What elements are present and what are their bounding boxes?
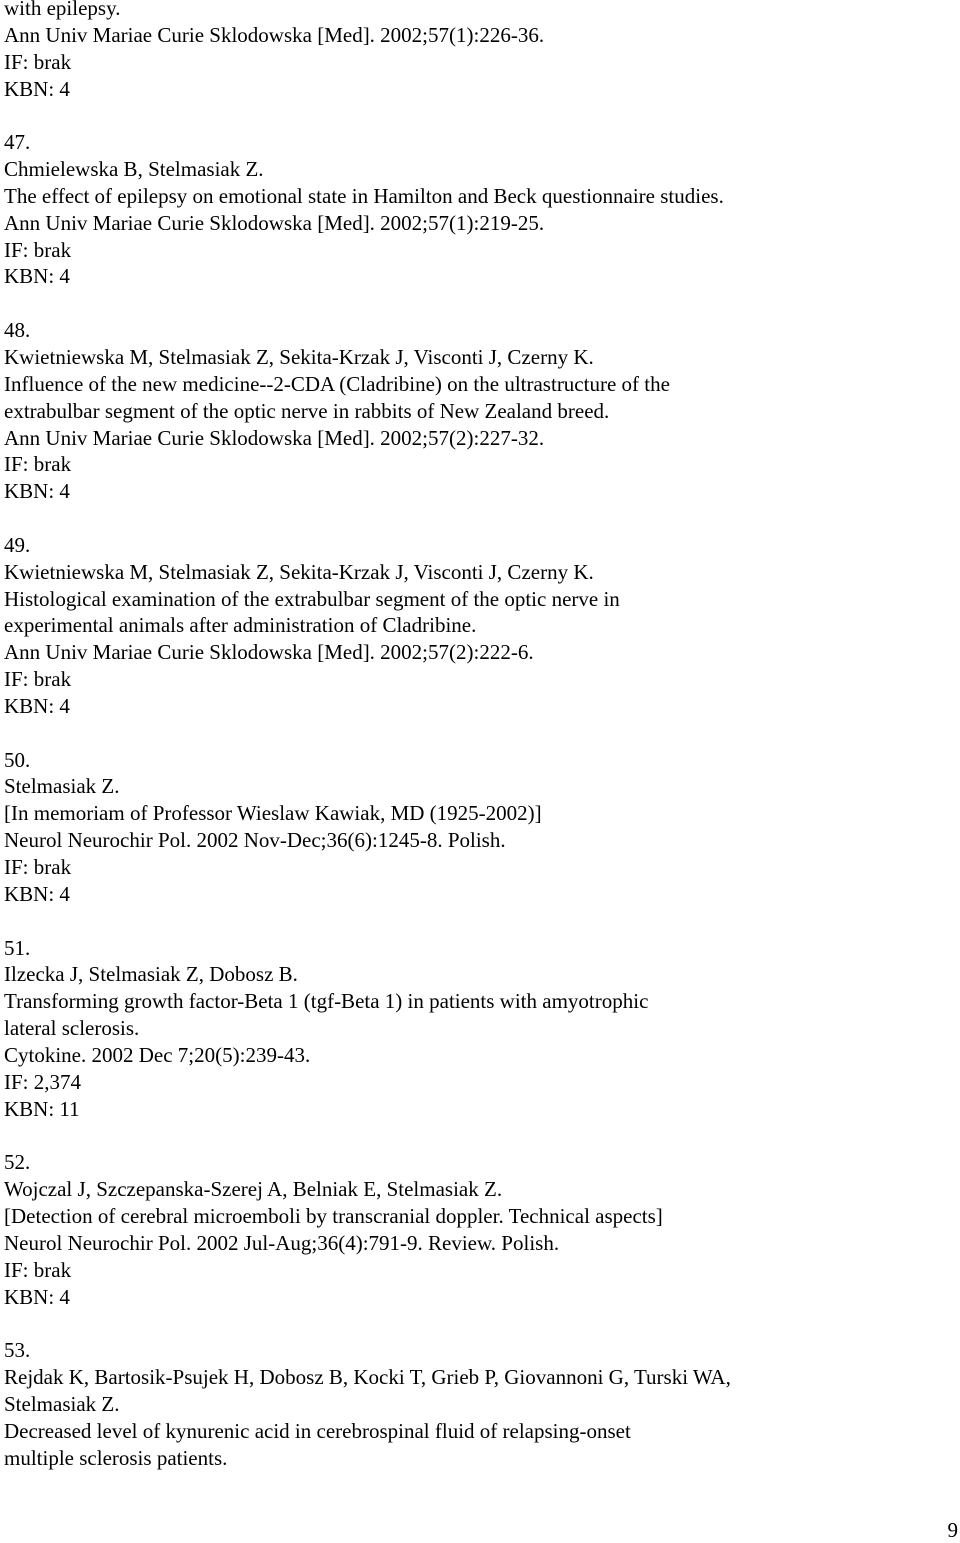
intro-text: with epilepsy. (4, 0, 121, 20)
entry-50 (4, 747, 952, 908)
intro-impact-factor: IF: brak (4, 49, 72, 74)
separator (4, 290, 952, 317)
entry-journal: Neurol Neurochir Pol. 2002 Nov-Dec;36(6):1245-8. Polish. (4, 828, 506, 853)
separator (4, 505, 952, 532)
separator (4, 720, 952, 747)
entry-49 (4, 532, 952, 720)
entry-47 (4, 129, 952, 290)
intro-journal: Ann Univ Mariae Curie Sklodowska [Med]. 2002;57(1):226-36. (4, 22, 545, 47)
entry-title: Influence of the new medicine--2-CDA (Cladribine) on the ultrastructure of the (4, 371, 670, 396)
entry-title-continued: multiple sclerosis patients. (4, 1445, 228, 1470)
entry-number: 53. (4, 1338, 31, 1363)
entry-impact-factor: IF: 2,374 (4, 1069, 82, 1094)
entry-authors: Kwietniewska M, Stelmasiak Z, Sekita-Krzak J, Visconti J, Czerny K. (4, 344, 594, 369)
entry-number: 51. (4, 935, 31, 960)
entry-53 (4, 1337, 952, 1471)
entry-number: 50. (4, 747, 31, 772)
entry-kbn: KBN: 4 (4, 1284, 70, 1309)
entry-title: [In memoriam of Professor Wieslaw Kawiak, MD (1925-2002)] (4, 801, 542, 826)
entry-journal: Ann Univ Mariae Curie Sklodowska [Med]. 2002;57(2):222-6. (4, 640, 534, 665)
entry-kbn: KBN: 11 (4, 1096, 80, 1121)
entry-number: 47. (4, 130, 31, 155)
entry-title: Transforming growth factor-Beta 1 (tgf-Beta 1) in patients with amyotrophic (4, 989, 649, 1014)
entry-authors: Ilzecka J, Stelmasiak Z, Dobosz B. (4, 962, 298, 987)
entry-authors: Wojczal J, Szczepanska-Szerej A, Belniak E, Stelmasiak Z. (4, 1177, 503, 1202)
separator (4, 908, 952, 935)
entry-authors: Chmielewska B, Stelmasiak Z. (4, 157, 264, 182)
entry-journal: Cytokine. 2002 Dec 7;20(5):239-43. (4, 1042, 311, 1067)
entry-journal: Ann Univ Mariae Curie Sklodowska [Med]. 2002;57(2):227-32. (4, 425, 545, 450)
entry-title: [Detection of cerebral microemboli by transcranial doppler. Technical aspects] (4, 1203, 663, 1228)
entry-impact-factor: IF: brak (4, 855, 72, 879)
intro-kbn: KBN: 4 (4, 76, 70, 101)
entry-48 (4, 317, 952, 505)
entry-impact-factor: IF: brak (4, 452, 72, 477)
entry-number: 52. (4, 1150, 31, 1175)
entry-authors: Rejdak K, Bartosik-Psujek H, Dobosz B, Kocki T, Grieb P, Giovannoni G, Turski WA, (4, 1365, 731, 1390)
entry-52 (4, 1149, 952, 1310)
entry-authors-continued: Stelmasiak Z. (4, 1391, 120, 1416)
page-number: 9 (947, 1518, 958, 1542)
entry-kbn: KBN: 4 (4, 264, 70, 289)
entry-kbn: KBN: 4 (4, 693, 70, 718)
entry-authors: Stelmasiak Z. (4, 774, 120, 799)
entry-title: The effect of epilepsy on emotional state in Hamilton and Beck questionnaire studies. (4, 183, 724, 208)
entry-title: Decreased level of kynurenic acid in cerebrospinal fluid of relapsing-onset (4, 1418, 631, 1443)
entry-51 (4, 935, 952, 1123)
entry-kbn: KBN: 4 (4, 881, 70, 906)
entry-authors: Kwietniewska M, Stelmasiak Z, Sekita-Krzak J, Visconti J, Czerny K. (4, 559, 594, 584)
separator (4, 1122, 952, 1149)
document-body (4, 0, 952, 1471)
entry-title: Histological examination of the extrabulbar segment of the optic nerve in (4, 586, 620, 611)
entry-journal: Ann Univ Mariae Curie Sklodowska [Med]. 2002;57(1):219-25. (4, 210, 545, 235)
separator (4, 102, 952, 129)
entry-journal: Neurol Neurochir Pol. 2002 Jul-Aug;36(4):791-9. Review. Polish. (4, 1230, 560, 1255)
entry-impact-factor: IF: brak (4, 667, 72, 692)
entry-number: 48. (4, 318, 31, 343)
entry-title-continued: lateral sclerosis. (4, 1016, 140, 1041)
separator (4, 1310, 952, 1337)
intro-block (4, 0, 952, 102)
entry-title-continued: extrabulbar segment of the optic nerve in rabbits of New Zealand breed. (4, 398, 610, 423)
entry-kbn: KBN: 4 (4, 479, 70, 504)
entry-title-continued: experimental animals after administration of Cladribine. (4, 613, 477, 638)
entry-number: 49. (4, 532, 31, 557)
entry-impact-factor: IF: brak (4, 1257, 72, 1282)
entry-impact-factor: IF: brak (4, 237, 72, 262)
